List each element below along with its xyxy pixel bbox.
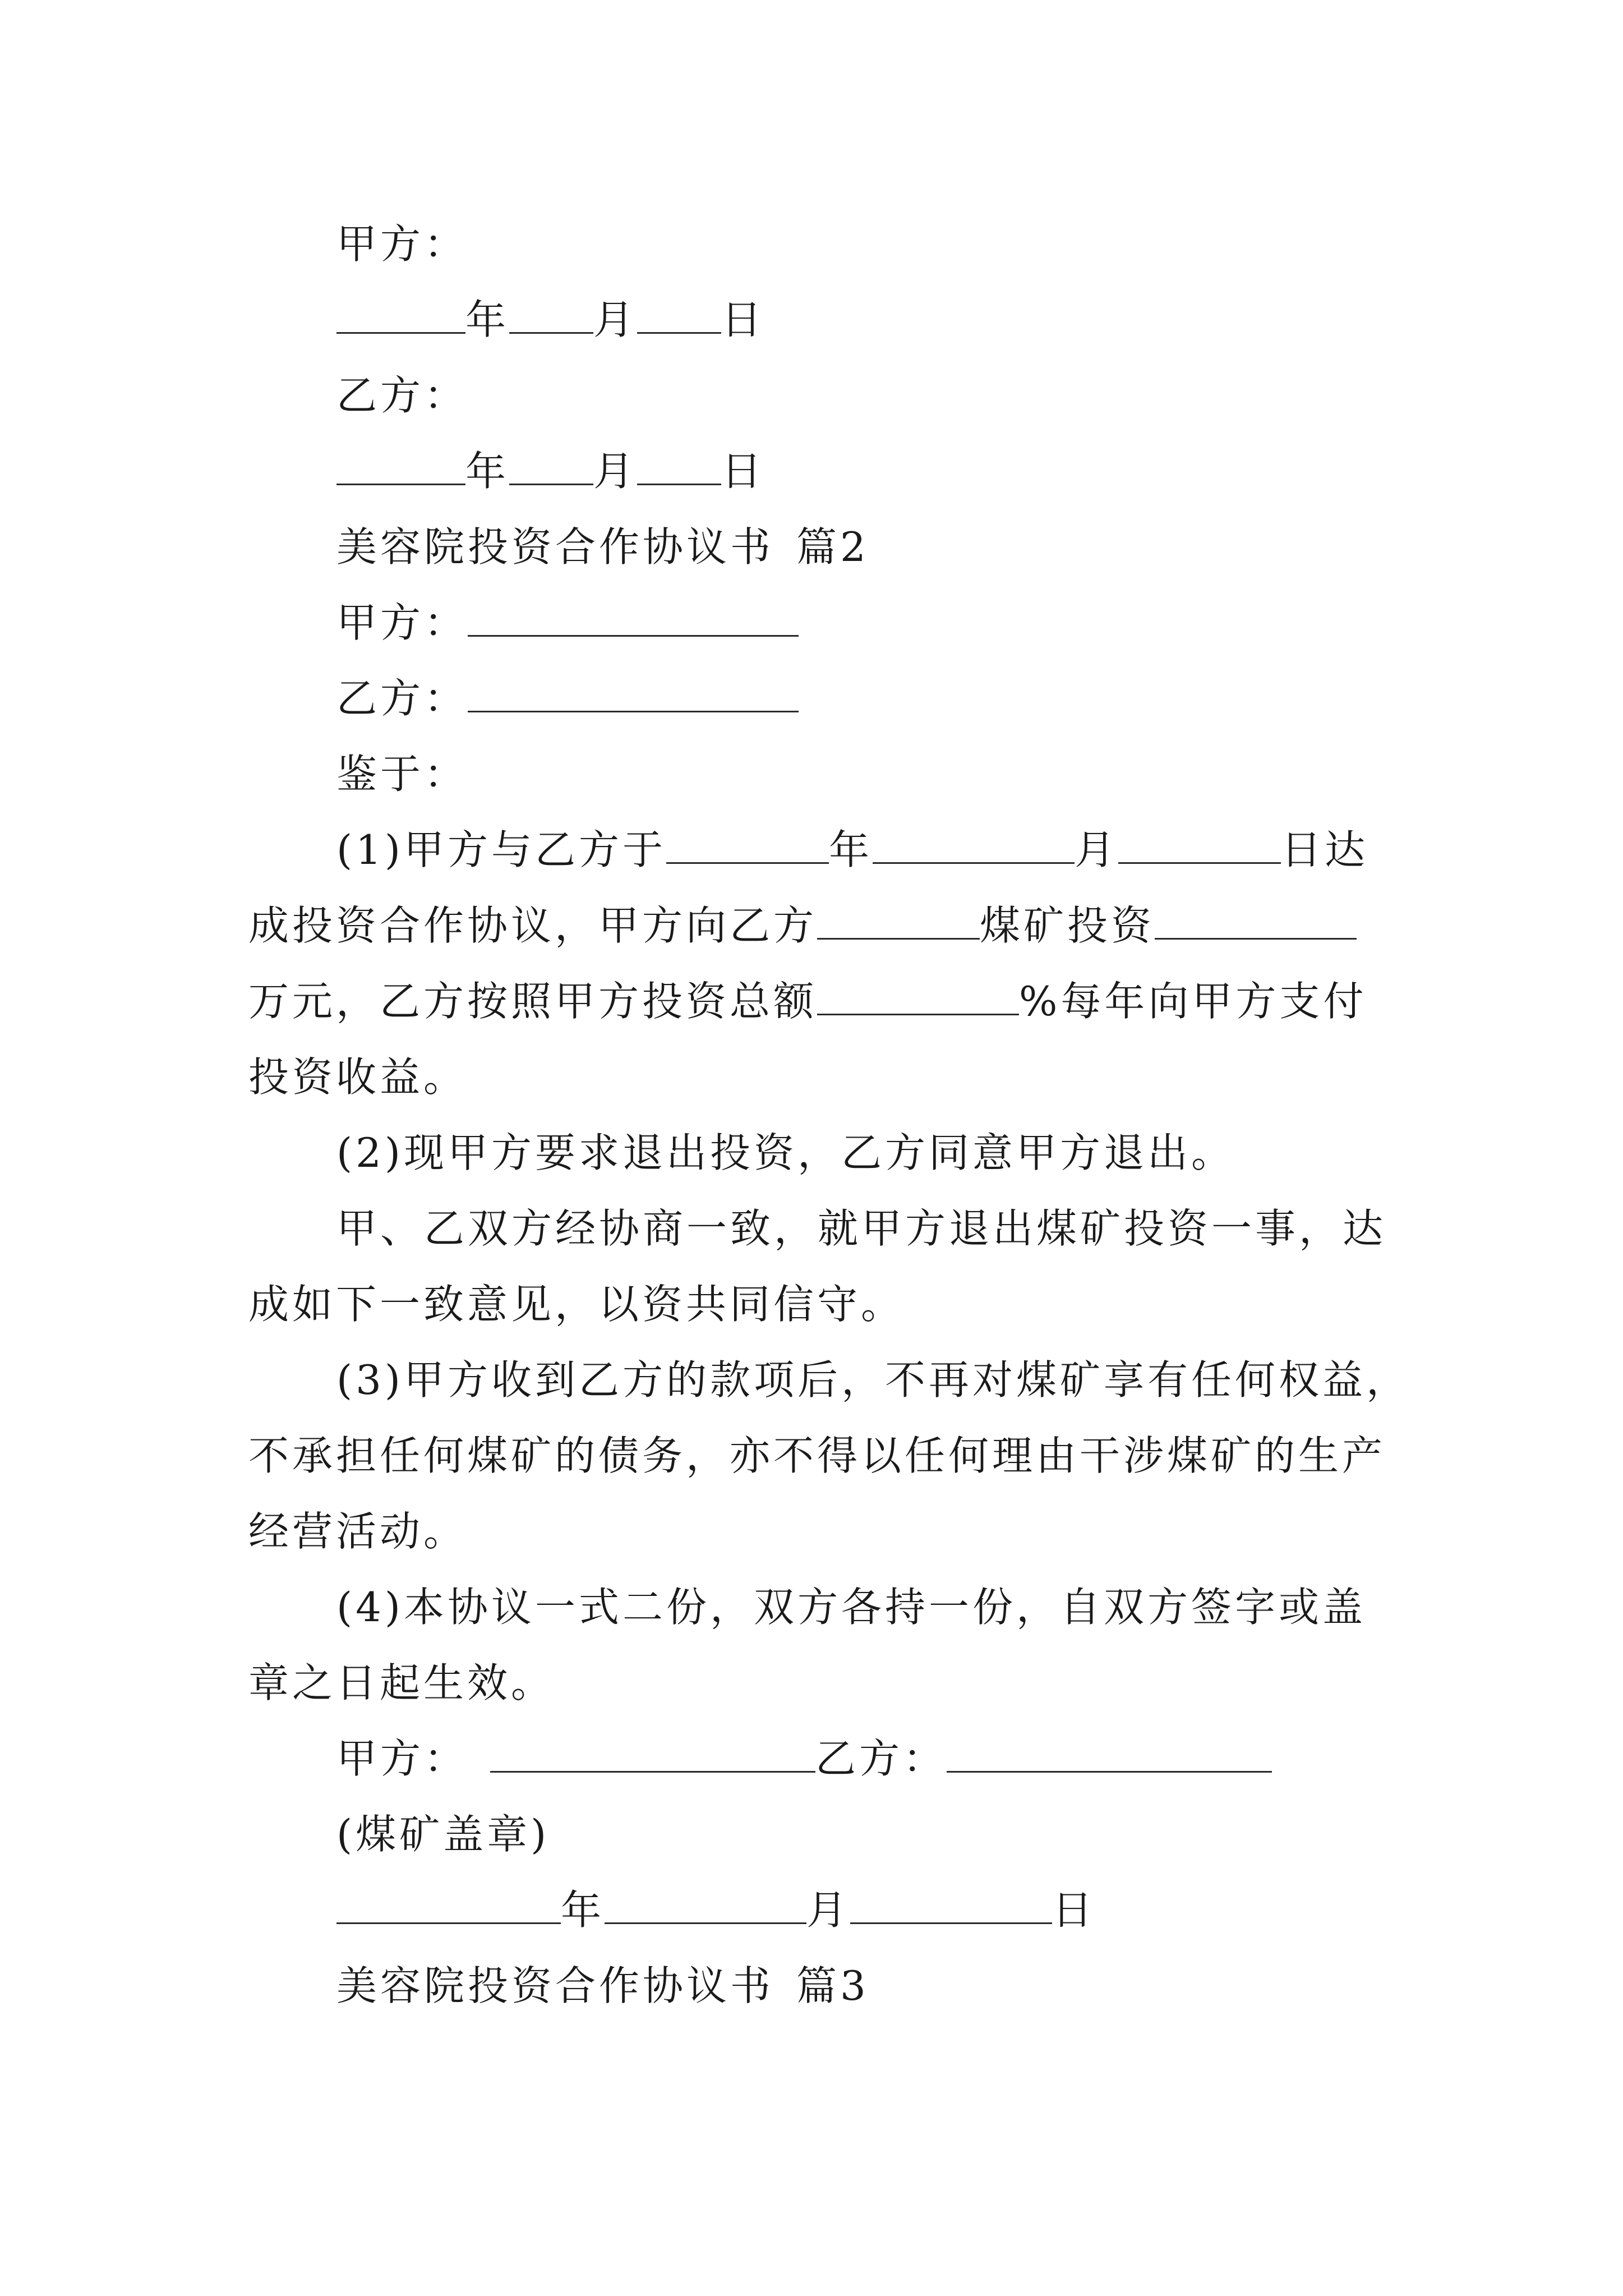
clause-3-line-1: (3)甲方收到乙方的款项后，不再对煤矿享有任何权益， <box>336 1356 1410 1404</box>
clause-3-line-3: 经营活动。 <box>248 1508 468 1555</box>
signature-date-b: 年 月 日 <box>0 446 1623 496</box>
clause-3-line-2: 不承担任何煤矿的债务，亦不得以任何理由干涉煤矿的生产 <box>248 1432 1386 1479</box>
sign-line: 甲方： 乙方： <box>0 1733 1623 1784</box>
section-3-title: 美容院投资合作协议书 篇3 <box>336 1962 869 2009</box>
blank-year <box>336 297 465 334</box>
clause-1-line-3: 万元，乙方按照甲方投资总额 %每年向甲方支付 <box>248 978 1367 1025</box>
signature-party-a: 甲方： <box>336 220 468 268</box>
clause-1-line-2: 成投资合作协议，甲方向乙方 煤矿投资 <box>0 900 1623 951</box>
consensus-line-1: 甲、乙双方经协商一致，就甲方退出煤矿投资一事，达 <box>336 1205 1387 1252</box>
clause-4-line-2: 章之日起生效。 <box>248 1659 555 1706</box>
sign-b-blank <box>947 1736 1272 1773</box>
party-b-line: 乙方： <box>0 673 1623 724</box>
party-a-line: 甲方： <box>0 597 1623 648</box>
clause-4-line-1: (4)本协议一式二份，双方各持一份，自双方签字或盖 <box>336 1584 1366 1631</box>
blank-month <box>509 297 593 334</box>
clause-1-line-1: (1)甲方与乙方于 年 月 日达 <box>336 826 1369 873</box>
sign-a-blank <box>490 1736 815 1773</box>
seal-note: (煤矿盖章) <box>336 1811 550 1858</box>
clause-1-line-4: 投资收益。 <box>248 1053 468 1101</box>
signature-date-a: 年 月 日 <box>0 295 1623 345</box>
blank-day <box>637 449 721 485</box>
party-a-blank <box>468 600 799 637</box>
blank-day <box>637 297 721 334</box>
party-b-blank <box>468 676 799 712</box>
sign-date: 年 月 日 <box>0 1885 1623 1935</box>
whereas-heading: 鉴于： <box>336 751 468 798</box>
consensus-line-2: 成如下一致意见，以资共同信守。 <box>248 1281 905 1328</box>
blank-year <box>336 449 465 485</box>
section-2-title: 美容院投资合作协议书 篇2 <box>336 523 869 570</box>
signature-party-b: 乙方： <box>336 372 468 419</box>
blank-month <box>509 449 593 485</box>
clause-2: (2)现甲方要求退出投资，乙方同意甲方退出。 <box>336 1129 1235 1176</box>
